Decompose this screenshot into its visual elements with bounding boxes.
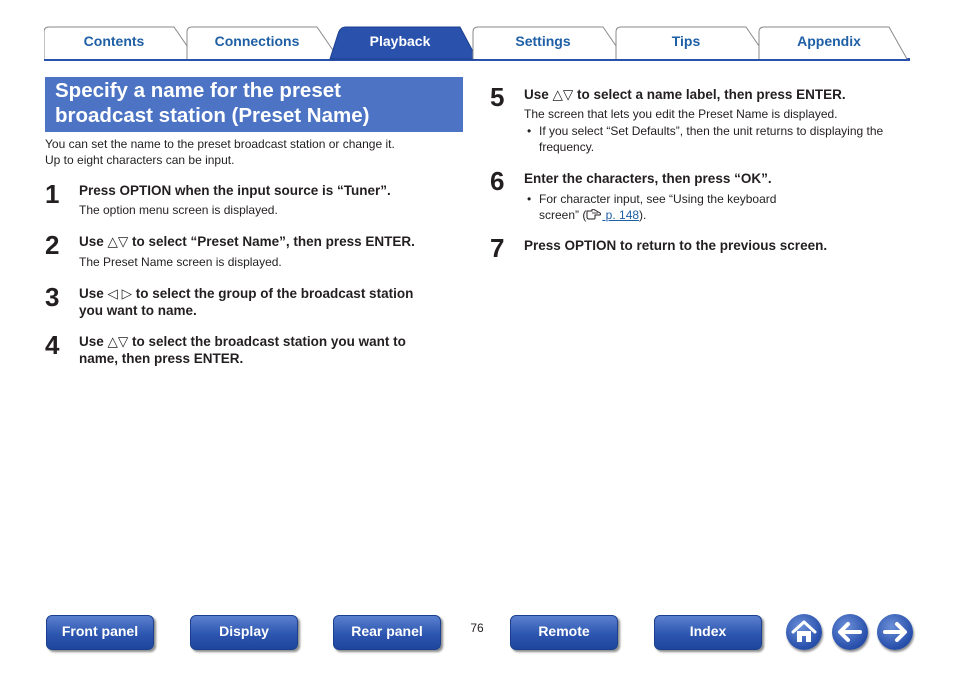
tab-playback-label: Playback <box>369 33 431 49</box>
index-button[interactable]: Index <box>654 615 762 650</box>
intro-line2: Up to eight characters can be input. <box>45 152 235 167</box>
step-description: The option menu screen is displayed. <box>79 203 278 217</box>
page-title-line2: broadcast station (Preset Name) <box>55 104 370 127</box>
tab-connections-label: Connections <box>214 33 300 49</box>
front-panel-button[interactable]: Front panel <box>46 615 154 650</box>
step-title-line2: name, then press ENTER. <box>79 351 244 366</box>
forward-button[interactable] <box>877 614 913 650</box>
page-title <box>55 78 453 128</box>
arrow-right-icon <box>877 614 913 650</box>
page-reference-text: p. 148 <box>602 208 640 222</box>
intro-text <box>45 137 395 168</box>
tab-playback[interactable] <box>330 26 468 60</box>
tab-settings-label: Settings <box>515 33 571 49</box>
intro-line1: You can set the name to the preset broadcast station or change it. <box>45 137 395 151</box>
tab-contents-label: Contents <box>83 33 145 49</box>
home-button[interactable] <box>786 614 822 650</box>
step-bullet-line2: frequency. <box>539 140 595 154</box>
step-bullet-line2-pre: screen” ( <box>539 208 587 222</box>
step-title: Press OPTION to return to the previous screen. <box>524 238 828 253</box>
step-title <box>79 285 413 319</box>
step-3 <box>45 284 465 324</box>
step-6 <box>490 168 910 228</box>
step-bullet <box>524 123 910 155</box>
rear-panel-button[interactable]: Rear panel <box>333 615 441 650</box>
step-5 <box>490 84 910 159</box>
tab-tips[interactable] <box>616 26 754 60</box>
step-2 <box>45 232 465 277</box>
step-description: The screen that lets you edit the Preset Name is displayed. <box>524 107 838 121</box>
remote-button[interactable]: Remote <box>510 615 618 650</box>
step-title-line1: Use ◁ ▷ to select the group of the broadcast station <box>79 286 414 301</box>
back-button[interactable] <box>832 614 868 650</box>
step-bullet <box>524 191 910 223</box>
tab-appendix-label: Appendix <box>797 33 861 49</box>
home-icon <box>786 614 822 650</box>
step-title: Enter the characters, then press “OK”. <box>524 171 772 186</box>
step-number: 3 <box>45 282 60 312</box>
step-title: Use △▽ to select “Preset Name”, then press ENTER. <box>79 234 415 249</box>
step-number: 2 <box>45 230 60 260</box>
step-bullet-line2-post: ). <box>639 208 647 222</box>
step-title: Press OPTION when the input source is “Tuner”. <box>79 183 391 198</box>
step-number: 4 <box>45 330 60 360</box>
tab-connections[interactable] <box>187 26 325 60</box>
arrow-left-icon <box>832 614 868 650</box>
page-number: 76 <box>470 621 484 635</box>
pointing-hand-icon <box>586 209 602 220</box>
step-title-line1: Use △▽ to select the broadcast station you want to <box>79 334 406 349</box>
step-7 <box>490 235 910 265</box>
step-4 <box>45 332 465 372</box>
page-reference-link[interactable] <box>586 208 639 222</box>
top-tab-bar <box>44 26 910 62</box>
tab-contents[interactable] <box>44 26 182 60</box>
step-number: 1 <box>45 179 60 209</box>
step-number: 6 <box>490 166 505 196</box>
step-title-line2: you want to name. <box>79 303 197 318</box>
step-title <box>79 333 406 367</box>
step-number: 7 <box>490 233 505 263</box>
tab-appendix[interactable] <box>759 26 897 60</box>
tab-settings[interactable] <box>473 26 611 60</box>
step-title: Use △▽ to select a name label, then press ENTER. <box>524 87 846 102</box>
section-heading <box>45 77 463 132</box>
display-button[interactable]: Display <box>190 615 298 650</box>
step-bullet-line1: If you select “Set Defaults”, then the unit returns to displaying the <box>539 124 884 138</box>
step-description: The Preset Name screen is displayed. <box>79 255 282 269</box>
step-bullet-line1: For character input, see “Using the keyboard <box>539 192 777 206</box>
step-1 <box>45 181 465 226</box>
page-title-line1: Specify a name for the preset <box>55 79 341 102</box>
tab-tips-label: Tips <box>671 33 701 49</box>
step-number: 5 <box>490 82 505 112</box>
